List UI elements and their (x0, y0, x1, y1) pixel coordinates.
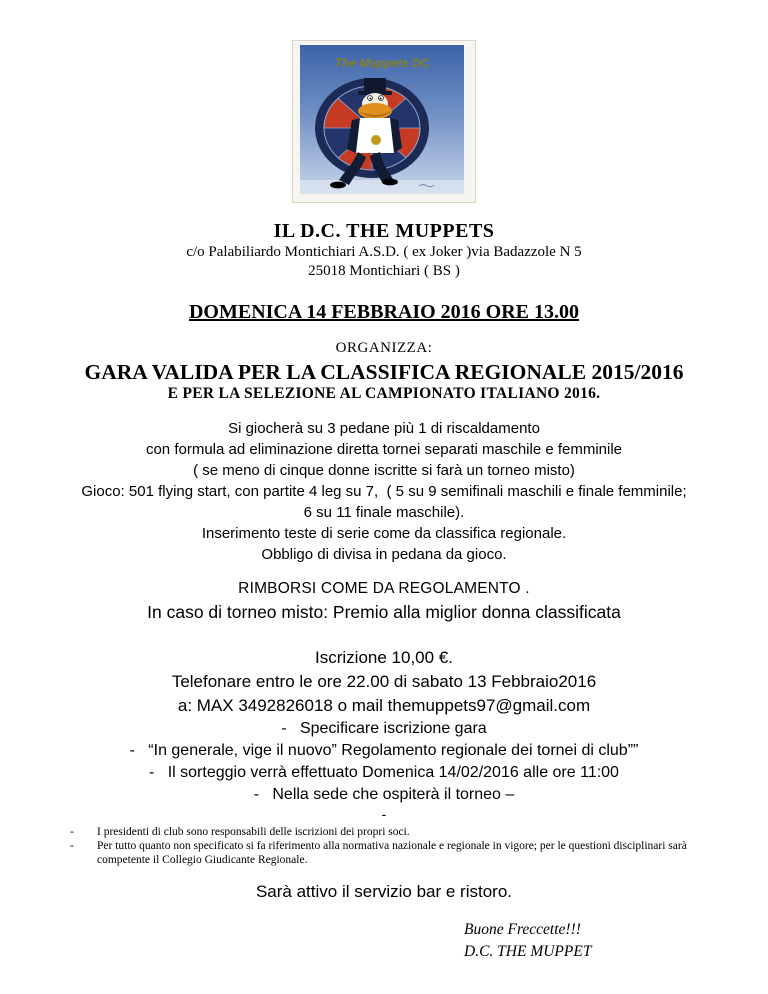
address-line-1: c/o Palabiliardo Montichiari A.S.D. ( ex Joker )via Badazzole N 5 (186, 244, 582, 260)
bullet-dash: - (70, 826, 74, 838)
logo-caption-text: The Muppets DC (334, 56, 430, 70)
fine-print-text: I presidenti di club sono responsabili delle iscrizioni dei propri soci. (97, 826, 410, 838)
signoff-block (464, 919, 768, 963)
prize-line: In caso di torneo misto: Premio alla miglior donna classificata (147, 602, 621, 622)
event-date-heading: DOMENICA 14 FEBBRAIO 2016 ORE 13.00 (188, 301, 580, 323)
rules-line: Gioco: 501 flying start, con partite 4 leg su 7, ( 5 su 9 semifinali maschili e finale femminile; (81, 483, 687, 500)
signoff-line-2: D.C. THE MUPPET (464, 943, 592, 960)
fine-print-item (68, 825, 726, 839)
note-line: - “In generale, vige il nuovo” Regolamento regionale dei tornei di club”” (129, 742, 639, 759)
contact-line: a: MAX 3492826018 o mail themuppets97@gmail.com (177, 696, 591, 715)
muppets-logo-image (292, 40, 476, 203)
rules-line: Inserimento teste di serie come da classifica regionale. (201, 525, 567, 542)
note-line: - Nella sede che ospiterà il torneo – (253, 786, 515, 803)
rules-line: ( se meno di cinque donne iscritte si farà un torneo misto) (193, 462, 575, 479)
note-line: - Specificare iscrizione gara (281, 720, 487, 737)
standalone-dash: - (381, 806, 387, 822)
rules-line: con formula ad eliminazione diretta tornei separati maschile e femminile (145, 441, 623, 458)
rules-block (0, 418, 768, 565)
logo-section (0, 0, 768, 208)
fee-line: Iscrizione 10,00 €. (315, 648, 453, 667)
bullet-dash: - (70, 840, 74, 852)
fine-print-block (68, 825, 726, 867)
club-title: IL D.C. THE MUPPETS (273, 220, 495, 242)
signoff-line-1: Buone Freccette!!! (464, 921, 581, 938)
subtitle: E PER LA SELEZIONE AL CAMPIONATO ITALIANO 2016. (167, 385, 601, 402)
phone-line: Telefonare entro le ore 22.00 di sabato 13 Febbraio2016 (171, 672, 597, 691)
registration-block (0, 646, 768, 822)
address-line-2: 25018 Montichiari ( BS ) (308, 263, 460, 279)
rules-line: Obbligo di divisa in pedana da gioco. (261, 546, 507, 563)
bar-service-line: Sarà attivo il servizio bar e ristoro. (255, 882, 513, 901)
note-line: - Il sorteggio verrà effettuato Domenica 14/02/2016 alle ore 11:00 (149, 764, 619, 781)
organizza-label: ORGANIZZA: (335, 340, 433, 356)
main-title: GARA VALIDA PER LA CLASSIFICA REGIONALE 2015/2016 (84, 360, 684, 384)
rules-line: Si giocherà su 3 pedane più 1 di riscaldamento (228, 420, 540, 437)
fine-print-item (68, 839, 726, 867)
rimborsi-line: RIMBORSI COME DA REGOLAMENTO . (238, 580, 530, 597)
fine-print-text: Per tutto quanto non specificato si fa riferimento alla normativa nazionale e regionale in vigore; per le questioni disciplinari sarà competente il Collegio Giudicante Regionale. (97, 840, 687, 866)
rules-line: 6 su 11 finale maschile). (303, 504, 465, 521)
